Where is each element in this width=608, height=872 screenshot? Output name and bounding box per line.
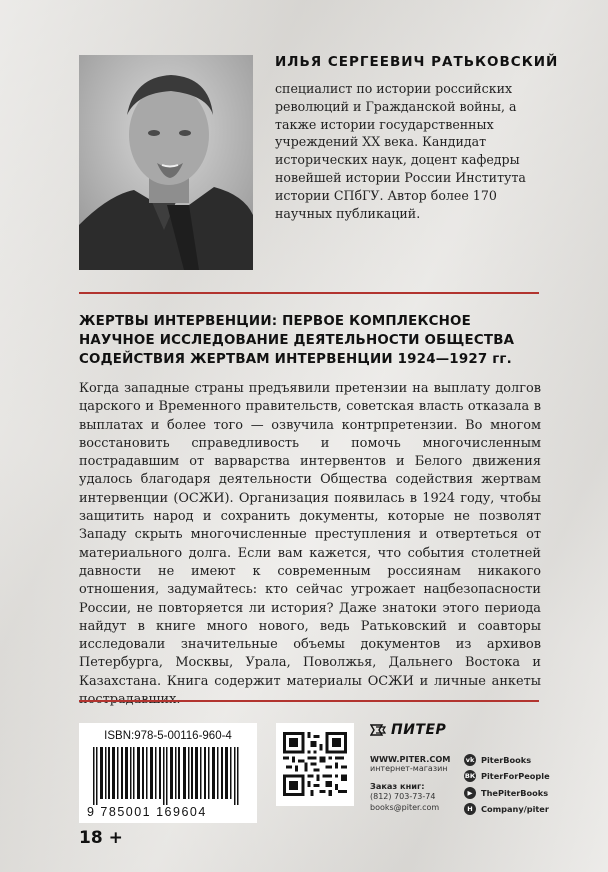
social-link-youtube[interactable] xyxy=(464,785,574,800)
habr-icon: H xyxy=(464,803,476,815)
isbn-barcode xyxy=(79,723,257,823)
age-rating: 18 + xyxy=(79,828,123,848)
barcode-digits: 9 785001 169604 xyxy=(87,805,207,819)
publisher-phone: (812) 703-73-74 xyxy=(370,792,436,801)
vkontakte-icon: ВК xyxy=(464,772,476,780)
isbn-number: ISBN:978-5-00116-960-4 xyxy=(104,730,232,742)
social-label: PiterBooks xyxy=(481,754,532,765)
barcode-bars xyxy=(93,747,243,805)
qr-code xyxy=(276,723,354,806)
author-bio: специалист по истории российских революций и Гражданской войны, а также истории государственных учреждений XX века. Кандидат исторических наук, доцент кафедры новейшей истории России Института истории СПбГУ. Автор более 170 научных публикаций. xyxy=(275,81,526,221)
social-link-habr[interactable] xyxy=(464,802,574,817)
publisher-logo xyxy=(370,720,480,740)
piter-logo-icon xyxy=(370,723,388,737)
social-label: ThePiterBooks xyxy=(481,787,549,798)
social-links xyxy=(464,752,574,818)
social-link-vk[interactable] xyxy=(464,752,574,767)
publisher-email[interactable]: books@piter.com xyxy=(370,803,440,812)
author-name: ИЛЬЯ СЕРГЕЕВИЧ РАТЬКОВСКИЙ xyxy=(275,54,559,70)
social-link-vkontakte[interactable] xyxy=(464,769,574,784)
social-label: Company/piter xyxy=(481,804,549,814)
social-label: PiterForPeople xyxy=(481,771,550,781)
book-title: ЖЕРТВЫ ИНТЕРВЕНЦИИ: ПЕРВОЕ КОМПЛЕКСНОЕ НАУЧНОЕ ИССЛЕДОВАНИЕ ДЕЯТЕЛЬНОСТИ ОБЩЕСТВА СОДЕЙСТВИЯ ЖЕРТВАМ ИНТЕРВЕНЦИИ 1924—1927 гг. xyxy=(79,314,515,367)
publisher-shop-label: интернет-магазин xyxy=(370,764,448,773)
vk-icon: vk xyxy=(465,755,475,764)
divider-bottom xyxy=(79,700,539,702)
publisher-logo-text: ПИТЕР xyxy=(391,722,447,738)
divider-top xyxy=(79,292,539,294)
author-photo xyxy=(79,55,253,270)
youtube-icon: ▶ xyxy=(464,787,476,799)
publisher-order-label: Заказ книг: xyxy=(370,781,425,791)
publisher-site[interactable]: WWW.PITER.COM xyxy=(370,754,451,764)
book-annotation: Когда западные страны предъявили претензии на выплату долгов царского и Временного правительств, советская власть отказала в выплатах и более того — озвучила контрпретензии. Во многом восстановить справедливость и помочь многочисленным пострадавшим от варварства интервентов и Белого движения удалось благодаря деятельности Общества содействия жертвам интервенции (ОСЖИ). Организация появилась в 1924 году, чтобы защитить народ и сохранить документы, которые не позволят Западу скрыть многочисленные преступления и отвертеться от материального долга. Если вам кажется, что события столетней давности не имеют к современным россиянам никакого отношения, задумайтесь: кто сейчас угрожает нацбезопасности России, не повторяется ли история? Даже знатоки этого периода найдут в книге много нового, ведь Ратьковский и соавторы исследовали значительные объемы документов из архивов Петербурга, Москвы, Урала, Поволжья, Дальнего Востока и Казахстана. Книга содержит материалы ОСЖИ и личные анкеты xyxy=(79,381,541,689)
